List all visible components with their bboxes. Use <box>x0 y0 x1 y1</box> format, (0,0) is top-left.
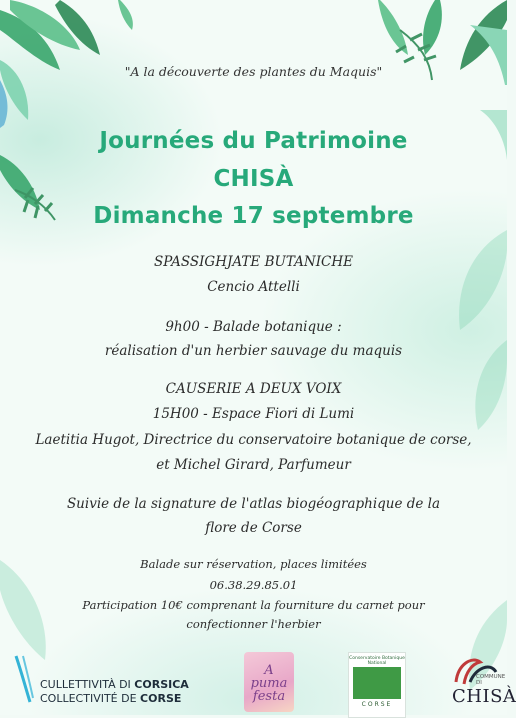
tagline: "A la découverte des plantes du Maquis" <box>124 64 383 79</box>
apuma-line-1: A puma <box>250 663 288 691</box>
section-heading-botanical-walk: SPASSIGHJATE BUTANICHE <box>154 254 353 270</box>
conservatoire-botanique-logo <box>348 652 406 718</box>
a-puma-festa-logo <box>244 652 294 712</box>
speaker-2: et Michel Girard, Parfumeur <box>156 457 351 473</box>
cbn-region: CORSE <box>361 701 393 708</box>
event-title: Journées du Patrimoine <box>99 128 408 154</box>
talk-time-place: 15H00 - Espace Fiori di Lumi <box>152 406 355 422</box>
event-date: Dimanche 17 septembre <box>93 203 414 229</box>
village-name: CHISÀ <box>213 166 294 192</box>
phone-number: 06.38.29.85.01 <box>209 578 298 592</box>
partner-logos <box>0 640 516 715</box>
ctc-line-2-bold: CORSE <box>140 692 182 705</box>
price-line-1: Participation 10€ comprenant la fourniture du carnet pour <box>82 598 425 612</box>
ctc-line-1 <box>40 678 189 691</box>
section-heading-talk: CAUSERIE A DEUX VOIX <box>165 381 342 397</box>
walk-host: Cencio Attelli <box>207 279 300 295</box>
apuma-line-2: festa <box>252 689 286 704</box>
price-line-2: confectionner l'herbier <box>186 617 321 631</box>
ctc-line-1-prefix: CULLETTIVITÀ DI <box>40 678 135 691</box>
commune-chisa-logo <box>446 652 516 712</box>
ctc-line-1-bold: CORSICA <box>134 678 189 691</box>
signing-line-1: Suivie de la signature de l'atlas biogéographique de la <box>66 496 441 512</box>
chisa-name: CHISÀ <box>452 686 516 707</box>
cbn-title: Conservatoire Botanique National <box>349 656 405 666</box>
ctc-line-2-prefix: COLLECTIVITÉ DE <box>40 692 141 705</box>
walk-description: réalisation d'un herbier sauvage du maquis <box>104 343 403 359</box>
cbn-emblem <box>353 667 401 699</box>
ctc-line-2 <box>40 692 181 705</box>
chisa-commune-label: COMMUNE DI <box>476 674 506 686</box>
speaker-1: Laetitia Hugot, Directrice du conservatoire botanique de corse, <box>35 432 472 448</box>
reservation-note: Balade sur réservation, places limitées <box>140 557 367 571</box>
signing-line-2: flore de Corse <box>205 520 302 536</box>
collectivite-de-corse-logo <box>10 654 189 710</box>
walk-time: 9h00 - Balade botanique : <box>165 319 342 335</box>
